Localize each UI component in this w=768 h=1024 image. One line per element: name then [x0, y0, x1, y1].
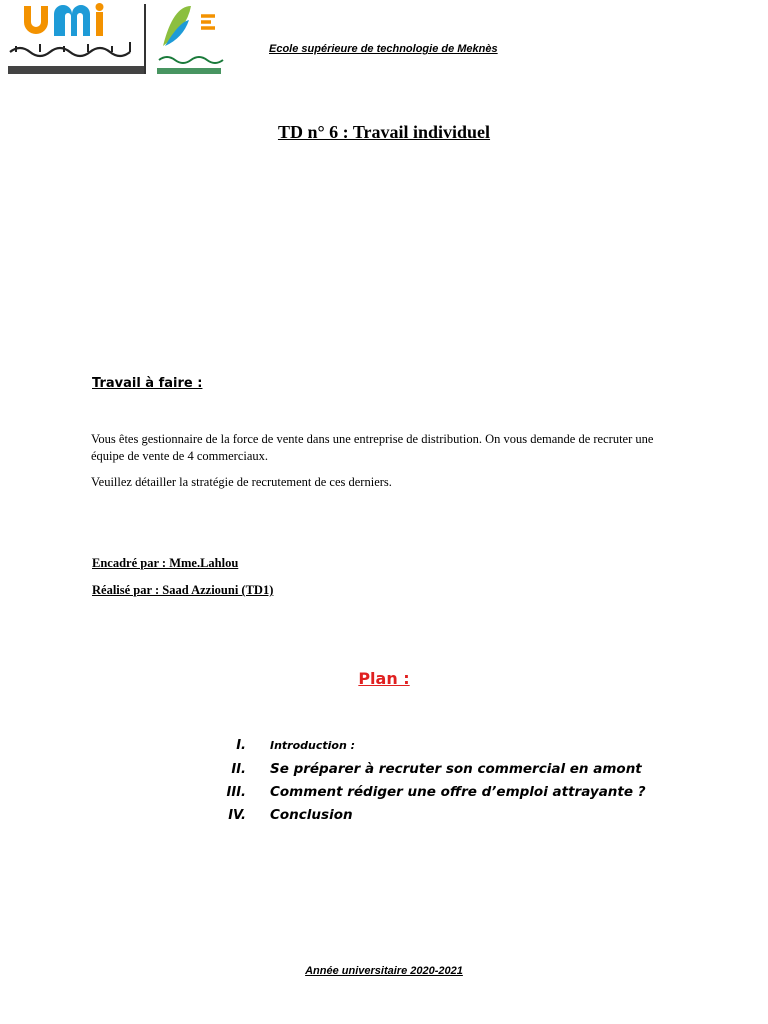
logo-separator	[144, 4, 146, 74]
plan-item-number: II.	[231, 762, 246, 777]
university-logo	[6, 2, 146, 78]
plan-item-number: I.	[236, 738, 246, 753]
umi-i-shape	[96, 12, 103, 36]
plan-item-text: Comment rédiger une offre d’emploi attrayante ?	[270, 784, 646, 800]
plan-list	[200, 738, 720, 830]
plan-item	[200, 784, 720, 807]
plan-item-text: Conclusion	[270, 807, 353, 823]
plan-item	[200, 738, 720, 761]
plan-title: Plan :	[358, 669, 410, 688]
author-line: Réalisé par : Saad Azziouni (TD1)	[92, 583, 274, 597]
umi-u-shape	[24, 6, 48, 34]
latin-name-mark	[157, 68, 221, 74]
school-name-header: Ecole supérieure de technologie de Meknès	[269, 43, 498, 55]
plan-item	[200, 807, 720, 830]
arabic-script-mark	[16, 42, 130, 52]
est-e-mark	[201, 16, 215, 28]
academic-year-footer: Année universitaire 2020-2021	[305, 965, 463, 977]
arabic-script-mark	[159, 57, 223, 63]
plan-item-number: IV.	[228, 808, 246, 823]
task-paragraph: Veuillez détailler la stratégie de recrutement de ces derniers.	[91, 475, 392, 489]
umi-i-dot	[96, 3, 104, 11]
latin-name-mark	[8, 66, 144, 74]
plan-item-text: Introduction :	[270, 739, 356, 752]
umi-m-shape	[54, 5, 90, 36]
est-leaf-shape	[163, 6, 191, 46]
task-heading: Travail à faire :	[92, 376, 203, 391]
plan-item-text: Se préparer à recruter son commercial en amont	[270, 761, 642, 777]
plan-item	[200, 761, 720, 784]
supervisor-line: Encadré par : Mme.Lahlou	[92, 556, 239, 570]
school-logo	[155, 2, 225, 78]
plan-item-number: III.	[226, 785, 246, 800]
document-title: TD n° 6 : Travail individuel	[277, 122, 491, 142]
task-paragraph: Vous êtes gestionnaire de la force de vente dans une entreprise de distribution. On vous demande de recruter une équipe de vente de 4 commerciaux.	[91, 432, 654, 463]
